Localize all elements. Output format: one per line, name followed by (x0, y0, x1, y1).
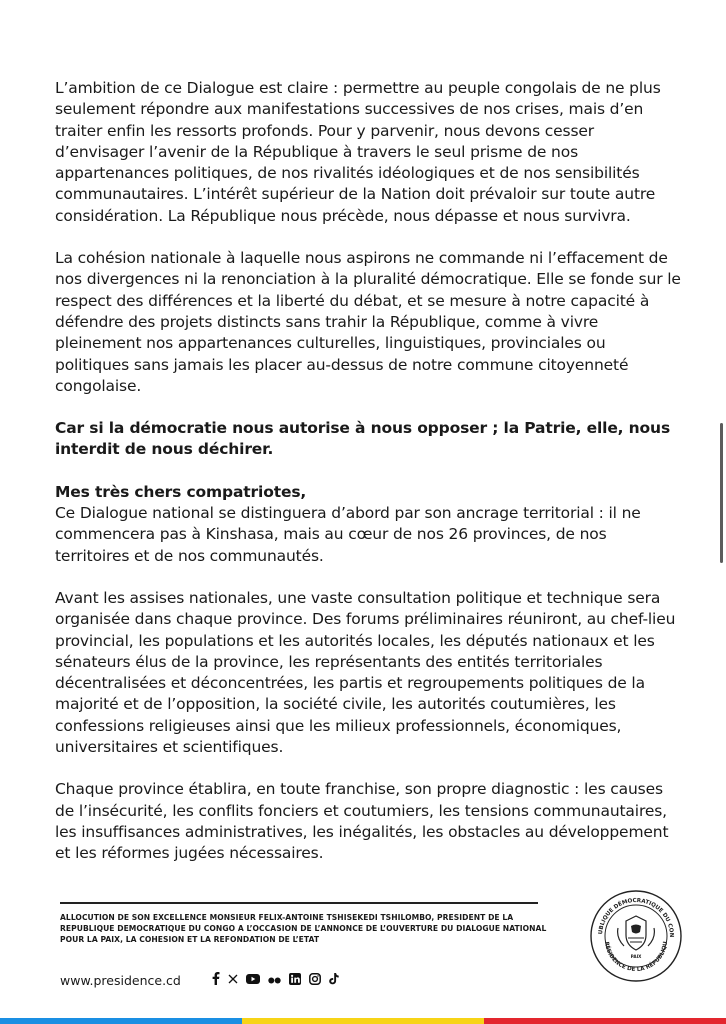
scrollbar-thumb[interactable] (720, 423, 723, 563)
document-body (55, 78, 681, 886)
seal-text-top: UBLIQUE DÉMOCRATIQUE DU CON (597, 897, 675, 938)
instagram-icon[interactable] (309, 973, 321, 989)
footer-divider (60, 902, 538, 904)
footer-caption: ALLOCUTION DE SON EXCELLENCE MONSIEUR FELIX-ANTOINE TSHISEKEDI TSHILOMBO, PRESIDENT DE LA REPUBLIQUE DEMOCRATIQUE DU CONGO A L’OCCASION DE L’ANNONCE DE L’OUVERTURE DU DIALOGUE NATIONAL POUR LA PAIX, LA COHESION ET LA REFONDATION DE L’ETAT (60, 913, 547, 944)
social-icons (212, 972, 339, 989)
linkedin-icon[interactable] (289, 973, 301, 989)
paragraph-with-heading (55, 482, 681, 567)
flag-blue-segment (0, 1018, 242, 1024)
salutation-heading: Mes très chers compatriotes, (55, 482, 307, 501)
flickr-icon[interactable] (268, 974, 281, 988)
seal-text-bottom: RÉSIDENCE DE LA RÉPUBLIQU (602, 941, 670, 974)
flag-yellow-segment (242, 1018, 484, 1024)
tiktok-icon[interactable] (329, 973, 339, 989)
youtube-icon[interactable] (246, 974, 260, 988)
paragraph-text: Ce Dialogue national se distinguera d’abord par son ancrage territorial : il ne commencera pas à Kinshasa, mais au cœur de nos 26 provinces, de nos territoires et de nos communautés. (55, 504, 641, 565)
svg-text:RÉPUBLIQUE DÉMOCRATIQUE DU CON (588, 888, 674, 938)
paragraph: Chaque province établira, en toute franchise, son propre diagnostic : les causes de l’insécurité, les conflits fonciers et coutumiers, les tensions communautaires, les insuffisances administratives, les inégalités, les obstacles au développement et les réformes jugées nécessaires. (55, 780, 669, 863)
x-icon[interactable] (228, 974, 238, 988)
facebook-icon[interactable] (212, 972, 220, 989)
flag-red-segment (484, 1018, 726, 1024)
bold-statement: Car si la démocratie nous autorise à nous opposer ; la Patrie, elle, nous interdit de nous déchirer. (55, 419, 671, 459)
presidential-seal (588, 888, 684, 984)
paragraph: L’ambition de ce Dialogue est claire : permettre au peuple congolais de ne plus seulement répondre aux manifestations successives de nos crises, mais d’en traiter enfin les ressorts profonds. Pour y parvenir, nous devons cesser d’envisager l’avenir de la République à travers le seul prisme de nos appartenances politiques, de nos rivalités idéologiques et de nos sensibilités communautaires. L’intérêt supérieur de la Nation doit prévaloir sur toute autre considération. La République nous précède, nous dépasse et nous survivra. (55, 79, 661, 225)
website-link[interactable]: www.presidence.cd (60, 973, 181, 988)
paragraph: La cohésion nationale à laquelle nous aspirons ne commande ni l’effacement de nos divergences ni la renonciation à la pluralité démocratique. Elle se fonde sur le respect des différences et la liberté du débat, et se mesure à notre capacité à défendre des projets distincts sans trahir la République, comme à vivre pleinement nos appartenances culturelles, linguistiques, provinciales ou politiques sans jamais les placer au-dessus de notre commune citoyenneté congolaise. (55, 249, 681, 395)
paragraph: Avant les assises nationales, une vaste consultation politique et technique sera organisée dans chaque province. Des forums préliminaires réuniront, au chef-lieu provincial, les populations et les autorités locales, les députés nationaux et les sénateurs élus de la province, les représentants des entités territoriales décentralisées et déconcentrées, les partis et regroupements politiques de la majorité et de l’opposition, la société civile, les autorités coutumières, les confessions religieuses ainsi que les milieux professionnels, économiques, universitaires et scientifiques. (55, 588, 676, 757)
flag-color-bar (0, 1018, 726, 1024)
seal-motto: PAIX (630, 954, 642, 959)
